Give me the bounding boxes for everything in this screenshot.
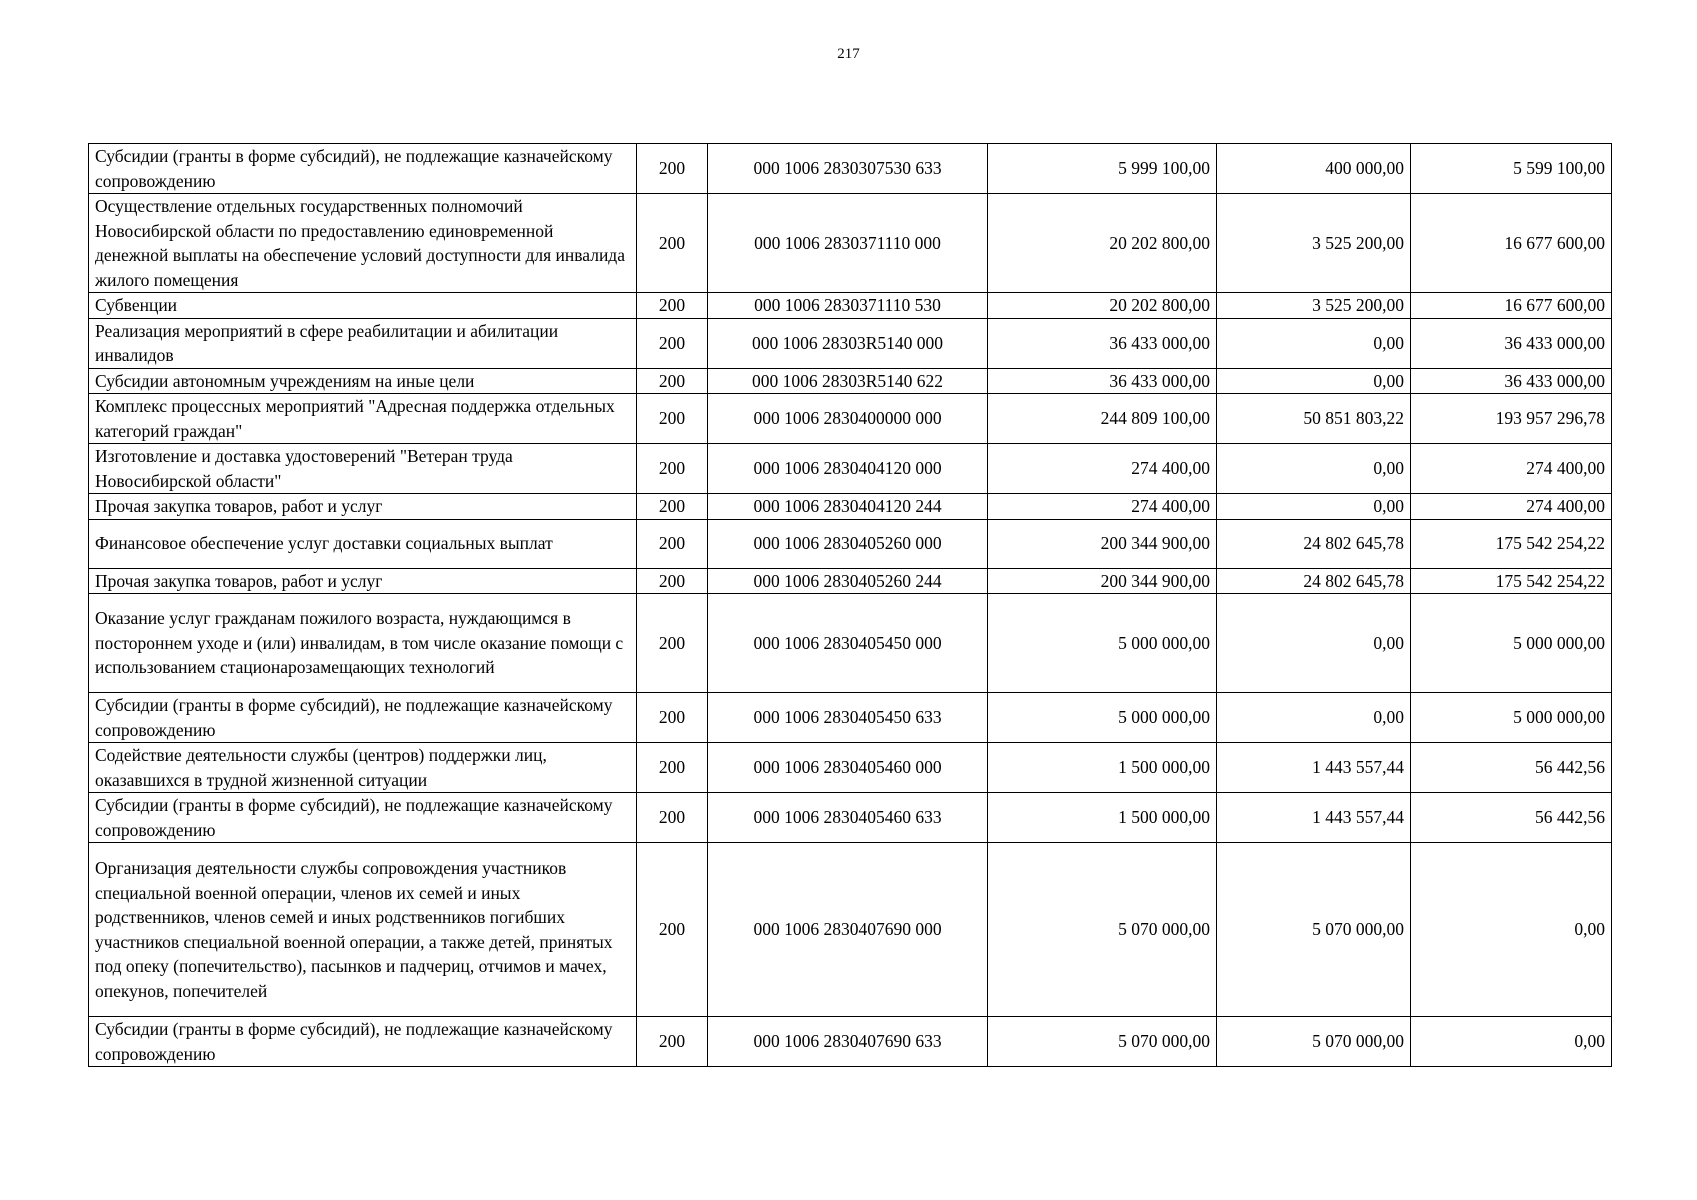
table-row — [89, 568, 1612, 594]
row-name: Субсидии (гранты в форме субсидий), не подлежащие казначейскому сопровождению — [89, 144, 637, 194]
row-executed: 3 525 200,00 — [1217, 293, 1411, 319]
row-name: Финансовое обеспечение услуг доставки социальных выплат — [89, 519, 637, 568]
table-row — [89, 293, 1612, 319]
row-remainder: 56 442,56 — [1411, 793, 1612, 843]
row-name: Изготовление и доставка удостоверений "Ветеран труда Новосибирской области" — [89, 444, 637, 494]
table-row — [89, 594, 1612, 693]
table-row — [89, 318, 1612, 368]
row-remainder: 16 677 600,00 — [1411, 194, 1612, 293]
row-kbk: 000 1006 2830405460 633 — [708, 793, 988, 843]
row-remainder: 5 000 000,00 — [1411, 693, 1612, 743]
row-name: Субсидии (гранты в форме субсидий), не подлежащие казначейскому сопровождению — [89, 793, 637, 843]
row-executed: 0,00 — [1217, 494, 1411, 520]
row-approved: 36 433 000,00 — [988, 368, 1217, 394]
row-remainder: 36 433 000,00 — [1411, 318, 1612, 368]
row-remainder: 0,00 — [1411, 843, 1612, 1017]
row-code: 200 — [637, 368, 708, 394]
row-name: Осуществление отдельных государственных полномочий Новосибирской области по предоставлению единовременной денежной выплаты на обеспечение условий доступности для инвалида жилого помещения — [89, 194, 637, 293]
page-number: 217 — [837, 46, 860, 62]
row-kbk: 000 1006 2830405450 633 — [708, 693, 988, 743]
row-approved: 244 809 100,00 — [988, 394, 1217, 444]
row-code: 200 — [637, 793, 708, 843]
row-approved: 200 344 900,00 — [988, 519, 1217, 568]
table-row — [89, 1017, 1612, 1067]
row-executed: 400 000,00 — [1217, 144, 1411, 194]
row-name: Комплекс процессных мероприятий "Адресная поддержка отдельных категорий граждан" — [89, 394, 637, 444]
table-row — [89, 194, 1612, 293]
row-code: 200 — [637, 293, 708, 319]
row-executed: 0,00 — [1217, 693, 1411, 743]
row-executed: 24 802 645,78 — [1217, 519, 1411, 568]
row-approved: 5 070 000,00 — [988, 843, 1217, 1017]
row-code: 200 — [637, 318, 708, 368]
row-remainder: 274 400,00 — [1411, 494, 1612, 520]
row-name: Организация деятельности службы сопровождения участников специальной военной операции, членов их семей и иных родственников, членов семей и иных родственников погибших участников специальной военной операции, а также детей, принятых под опеку (попечительство), пасынков и падчериц, отчимов и мачех, опекунов, попечителей — [89, 843, 637, 1017]
row-name: Реализация мероприятий в сфере реабилитации и абилитации инвалидов — [89, 318, 637, 368]
row-code: 200 — [637, 394, 708, 444]
row-remainder: 5 599 100,00 — [1411, 144, 1612, 194]
row-executed: 5 070 000,00 — [1217, 843, 1411, 1017]
budget-table — [88, 143, 1612, 1067]
row-remainder: 56 442,56 — [1411, 743, 1612, 793]
row-kbk: 000 1006 2830404120 000 — [708, 444, 988, 494]
row-approved: 20 202 800,00 — [988, 293, 1217, 319]
row-approved: 5 999 100,00 — [988, 144, 1217, 194]
row-kbk: 000 1006 2830407690 633 — [708, 1017, 988, 1067]
table-row — [89, 144, 1612, 194]
row-name: Субвенции — [89, 293, 637, 319]
row-kbk: 000 1006 2830404120 244 — [708, 494, 988, 520]
row-name: Прочая закупка товаров, работ и услуг — [89, 568, 637, 594]
row-remainder: 0,00 — [1411, 1017, 1612, 1067]
row-executed: 0,00 — [1217, 444, 1411, 494]
row-executed: 0,00 — [1217, 368, 1411, 394]
row-code: 200 — [637, 494, 708, 520]
row-executed: 0,00 — [1217, 318, 1411, 368]
row-approved: 1 500 000,00 — [988, 793, 1217, 843]
table-row — [89, 494, 1612, 520]
row-executed: 0,00 — [1217, 594, 1411, 693]
row-remainder: 5 000 000,00 — [1411, 594, 1612, 693]
table-row — [89, 793, 1612, 843]
row-name: Субсидии автономным учреждениям на иные цели — [89, 368, 637, 394]
row-kbk: 000 1006 2830405260 244 — [708, 568, 988, 594]
table-row — [89, 444, 1612, 494]
row-executed: 5 070 000,00 — [1217, 1017, 1411, 1067]
table-row — [89, 519, 1612, 568]
row-executed: 3 525 200,00 — [1217, 194, 1411, 293]
row-code: 200 — [637, 693, 708, 743]
row-name: Прочая закупка товаров, работ и услуг — [89, 494, 637, 520]
row-code: 200 — [637, 594, 708, 693]
row-code: 200 — [637, 194, 708, 293]
row-approved: 5 000 000,00 — [988, 693, 1217, 743]
row-executed: 1 443 557,44 — [1217, 743, 1411, 793]
row-code: 200 — [637, 519, 708, 568]
table-row — [89, 368, 1612, 394]
row-executed: 1 443 557,44 — [1217, 793, 1411, 843]
row-code: 200 — [637, 444, 708, 494]
row-remainder: 193 957 296,78 — [1411, 394, 1612, 444]
row-approved: 20 202 800,00 — [988, 194, 1217, 293]
row-remainder: 175 542 254,22 — [1411, 519, 1612, 568]
row-kbk: 000 1006 2830307530 633 — [708, 144, 988, 194]
row-code: 200 — [637, 743, 708, 793]
row-remainder: 16 677 600,00 — [1411, 293, 1612, 319]
row-name: Субсидии (гранты в форме субсидий), не подлежащие казначейскому сопровождению — [89, 693, 637, 743]
row-kbk: 000 1006 28303R5140 000 — [708, 318, 988, 368]
row-name: Оказание услуг гражданам пожилого возраста, нуждающимся в постороннем уходе и (или) инвалидам, в том числе оказание помощи с использованием стационарозамещающих технологий — [89, 594, 637, 693]
row-kbk: 000 1006 2830405460 000 — [708, 743, 988, 793]
row-approved: 274 400,00 — [988, 444, 1217, 494]
row-remainder: 175 542 254,22 — [1411, 568, 1612, 594]
row-kbk: 000 1006 2830400000 000 — [708, 394, 988, 444]
row-kbk: 000 1006 2830371110 530 — [708, 293, 988, 319]
row-code: 200 — [637, 1017, 708, 1067]
table-row — [89, 743, 1612, 793]
row-approved: 200 344 900,00 — [988, 568, 1217, 594]
row-approved: 5 000 000,00 — [988, 594, 1217, 693]
row-kbk: 000 1006 28303R5140 622 — [708, 368, 988, 394]
row-kbk: 000 1006 2830405260 000 — [708, 519, 988, 568]
row-code: 200 — [637, 144, 708, 194]
row-kbk: 000 1006 2830407690 000 — [708, 843, 988, 1017]
row-kbk: 000 1006 2830371110 000 — [708, 194, 988, 293]
row-approved: 1 500 000,00 — [988, 743, 1217, 793]
row-code: 200 — [637, 568, 708, 594]
row-name: Содействие деятельности службы (центров) поддержки лиц, оказавшихся в трудной жизненной ситуации — [89, 743, 637, 793]
table-row — [89, 693, 1612, 743]
row-approved: 5 070 000,00 — [988, 1017, 1217, 1067]
row-code: 200 — [637, 843, 708, 1017]
table-row — [89, 394, 1612, 444]
row-executed: 50 851 803,22 — [1217, 394, 1411, 444]
row-name: Субсидии (гранты в форме субсидий), не подлежащие казначейскому сопровождению — [89, 1017, 637, 1067]
row-approved: 36 433 000,00 — [988, 318, 1217, 368]
row-remainder: 36 433 000,00 — [1411, 368, 1612, 394]
row-kbk: 000 1006 2830405450 000 — [708, 594, 988, 693]
row-approved: 274 400,00 — [988, 494, 1217, 520]
row-remainder: 274 400,00 — [1411, 444, 1612, 494]
row-executed: 24 802 645,78 — [1217, 568, 1411, 594]
table-row — [89, 843, 1612, 1017]
